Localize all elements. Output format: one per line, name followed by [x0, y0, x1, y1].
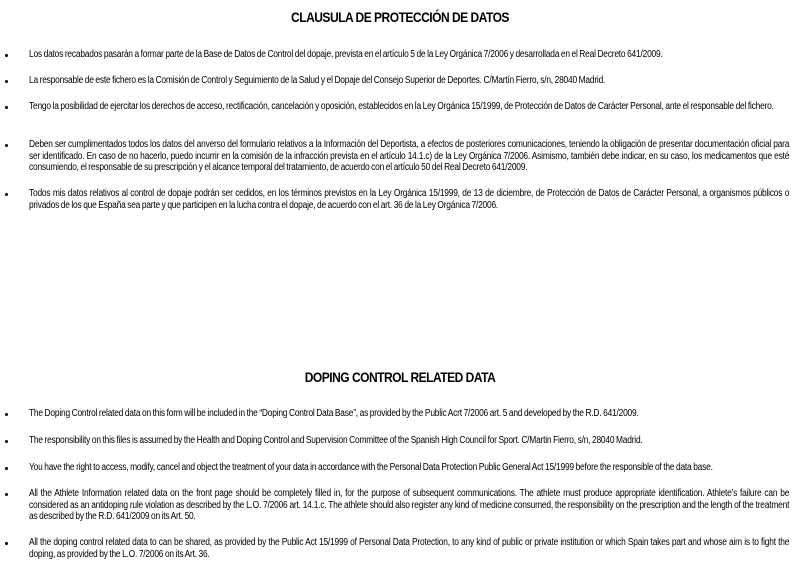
bullet-icon	[5, 413, 8, 416]
list-item-text: Tengo la posibilidad de ejercitar los derechos de acceso, rectificación, cancelación y oposición, establecidos en la Ley Orgánica 15/1999, de Protección de Datos de Carácter Personal, ante el responsable del fichero.	[29, 101, 774, 112]
bullet-icon	[5, 542, 8, 545]
list-item-text: You have the right to access, modify, cancel and object the treatment of your data in accordance with the Personal Data Protection Public General Act 15/1999 before the responsible of the data base.	[29, 462, 713, 473]
list-item-text: The Doping Control related data on this form will be included in the “Doping Control Data Base”, as provided by the Public Acrt 7/2006 art. 5 and developed by the R.D. 641/2009.	[29, 408, 639, 419]
bullet-icon	[5, 467, 8, 470]
spanish-title: CLAUSULA DE PROTECCIÓN DE DATOS	[291, 9, 509, 25]
list-item-text: La responsable de este fichero es la Comisión de Control y Seguimiento de la Salud y el Dopaje del Consejo Superior de Deportes. C/Martín Fierro, s/n, 28040 Madrid.	[29, 75, 606, 86]
list-item-text: All the Athlete Information related data on the front page should be completely filled in, for the purpose of subsequent communications. The athlete must produce appropriate identification. Athlete’s failure can be considered as an antidoping rule violation as described by the L.O. 7/2006 art. 14.1.c. The athlete should also register any kind of medicine consumed, the responsibility on the prescription and the length of the treatment as described by the R.D. 641/2009 on its Art. 50.	[29, 488, 790, 522]
list-item-text: Todos mis datos relativos al control de dopaje podrán ser cedidos, en los términos previstos en la Ley Orgánica 15/1999, de 13 de diciembre, de Protección de Datos de Carácter Personal, a organismos públicos o privados de los que España sea parte y que participen en la lucha contra el dopaje, de acuerdo con el art. 36 de la Ley Orgánica 7/2006.	[29, 188, 790, 211]
list-item-text: The responsibility on this files is assumed by the Health and Doping Control and Supervision Committee of the Spanish High Council for Sport. C/Martin Fierro, s/n, 28040 Madrid.	[29, 435, 643, 446]
list-item-text: Los datos recabados pasarán a formar parte de la Base de Datos de Control del dopaje, prevista en el artículo 5 de la Ley Orgánica 7/2006 y desarrollada en el Real Decreto 641/2009.	[29, 49, 663, 60]
bullet-icon	[5, 106, 8, 109]
bullet-icon	[5, 193, 8, 196]
bullet-icon	[5, 440, 8, 443]
bullet-icon	[5, 80, 8, 83]
bullet-icon	[5, 144, 8, 147]
english-title: DOPING CONTROL RELATED DATA	[304, 369, 496, 385]
bullet-icon	[5, 493, 8, 496]
list-item-text: Deben ser cumplimentados todos los datos del anverso del formulario relativos a la Información del Deportista, a efectos de posteriores comunicaciones, teniendo la obligación de presentar documentación oficial para ser identificado. En caso de no hacerlo, puedo incurrir en la comisión de la infracción prevista en el artículo 14.1.c) de la Ley Orgánica 7/2006. Asimismo, también debe indicar, en su caso, los medicamentos que esté consumiendo, el responsable de su prescripción y el alcance temporal del tratamiento, de acuerdo con el artículo 50 del Real Decreto 641/2009.	[29, 139, 790, 173]
bullet-icon	[5, 54, 8, 57]
list-item-text: All the doping control related data to can be shared, as provided by the Public Act 15/1999 of Personal Data Protection, to any kind of public or private institution or which Spain takes part and whose aim is to fight the doping, as provided by the L.O. 7/2006 on its Art. 36.	[29, 537, 790, 560]
